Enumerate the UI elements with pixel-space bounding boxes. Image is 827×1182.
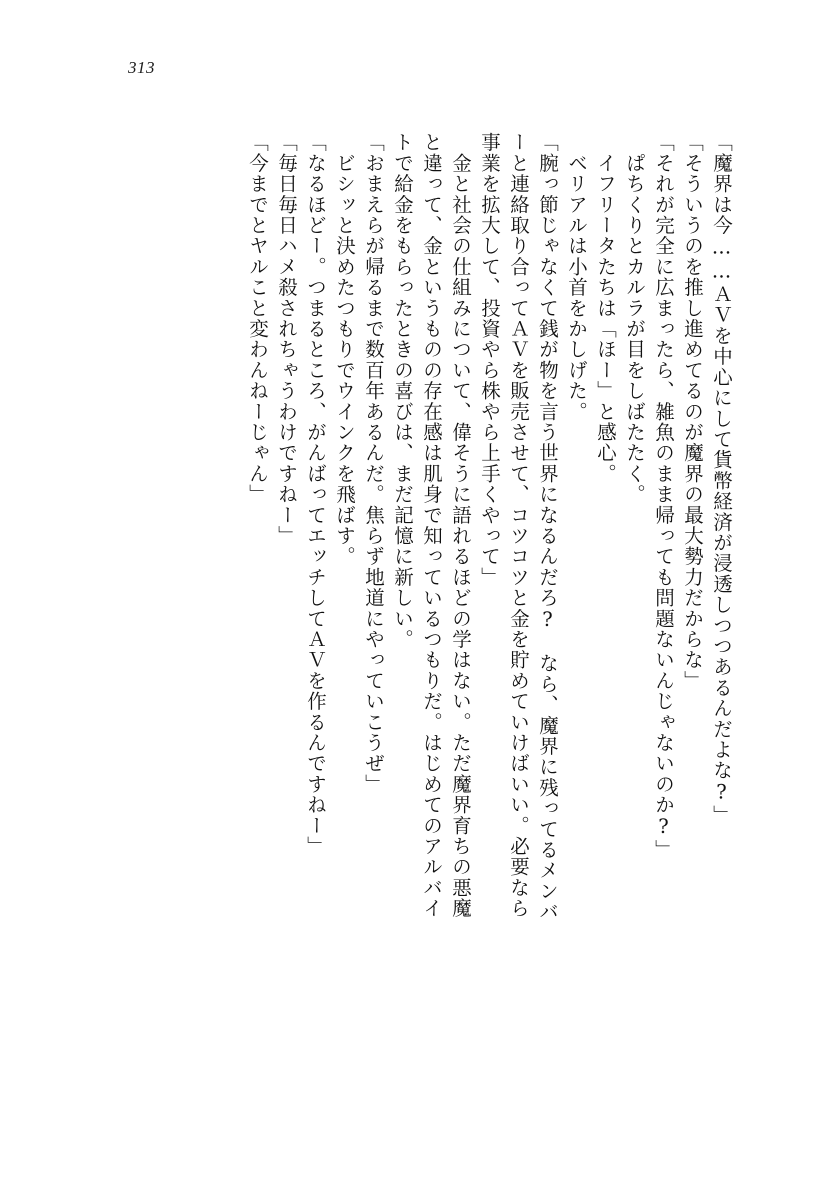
- text-line: 「毎日毎日ハメ殺されちゃうわけですねー」: [275, 132, 298, 546]
- text-line: 「なるほどー。つまるところ、がんばってエッチしてＡＶを作るんですねー」: [304, 132, 327, 857]
- vertical-text-block: [121, 132, 731, 1092]
- text-line: ビシッと決めたつもりでウインクを飛ばす。: [333, 132, 356, 567]
- text-line: 事業を拡大して、投資やら株やら上手くやって」: [478, 132, 501, 588]
- text-line: 「それが完全に広まったら、雑魚のまま帰っても問題ないんじゃないのか?」: [652, 132, 675, 860]
- text-line: 「おまえらが帰るまで数百年あるんだ。焦らず地道にやっていこうぜ」: [362, 132, 385, 795]
- text-line: 「腕っ節じゃなくて銭が物を言う世界になるんだろ? なら、魔界に残ってるメンバ: [536, 132, 559, 923]
- page-number: 313: [128, 58, 155, 77]
- text-line: イフリータたちは「ほー」と感心。: [594, 132, 617, 484]
- text-line: ーと連絡取り合ってＡＶを販売させて、コツコツと金を貯めていけばいい。必要なら: [507, 132, 530, 919]
- text-line: 金と社会の仕組みについて、偉そうに語れるほどの学はない。ただ魔界育ちの悪魔: [449, 132, 472, 919]
- text-line: と違って、金というものの存在感は肌身で知っているつもりだ。はじめてのアルバイ: [420, 132, 443, 919]
- text-line: 「そういうのを推し進めてるのが魔界の最大勢力だからな」: [681, 132, 704, 691]
- text-line: トで給金をもらったときの喜びは、まだ記憶に新しい。: [391, 132, 414, 650]
- text-line: ぱちくりとカルラが目をしばたたく。: [623, 132, 646, 505]
- text-line: 「今までとヤルこと変わんねーじゃん」: [246, 132, 269, 505]
- text-line: 「魔界は今……ＡＶを中心にして貨幣経済が浸透しつつあるんだよな?」: [710, 132, 733, 826]
- text-line: ベリアルは小首をかしげた。: [565, 132, 588, 422]
